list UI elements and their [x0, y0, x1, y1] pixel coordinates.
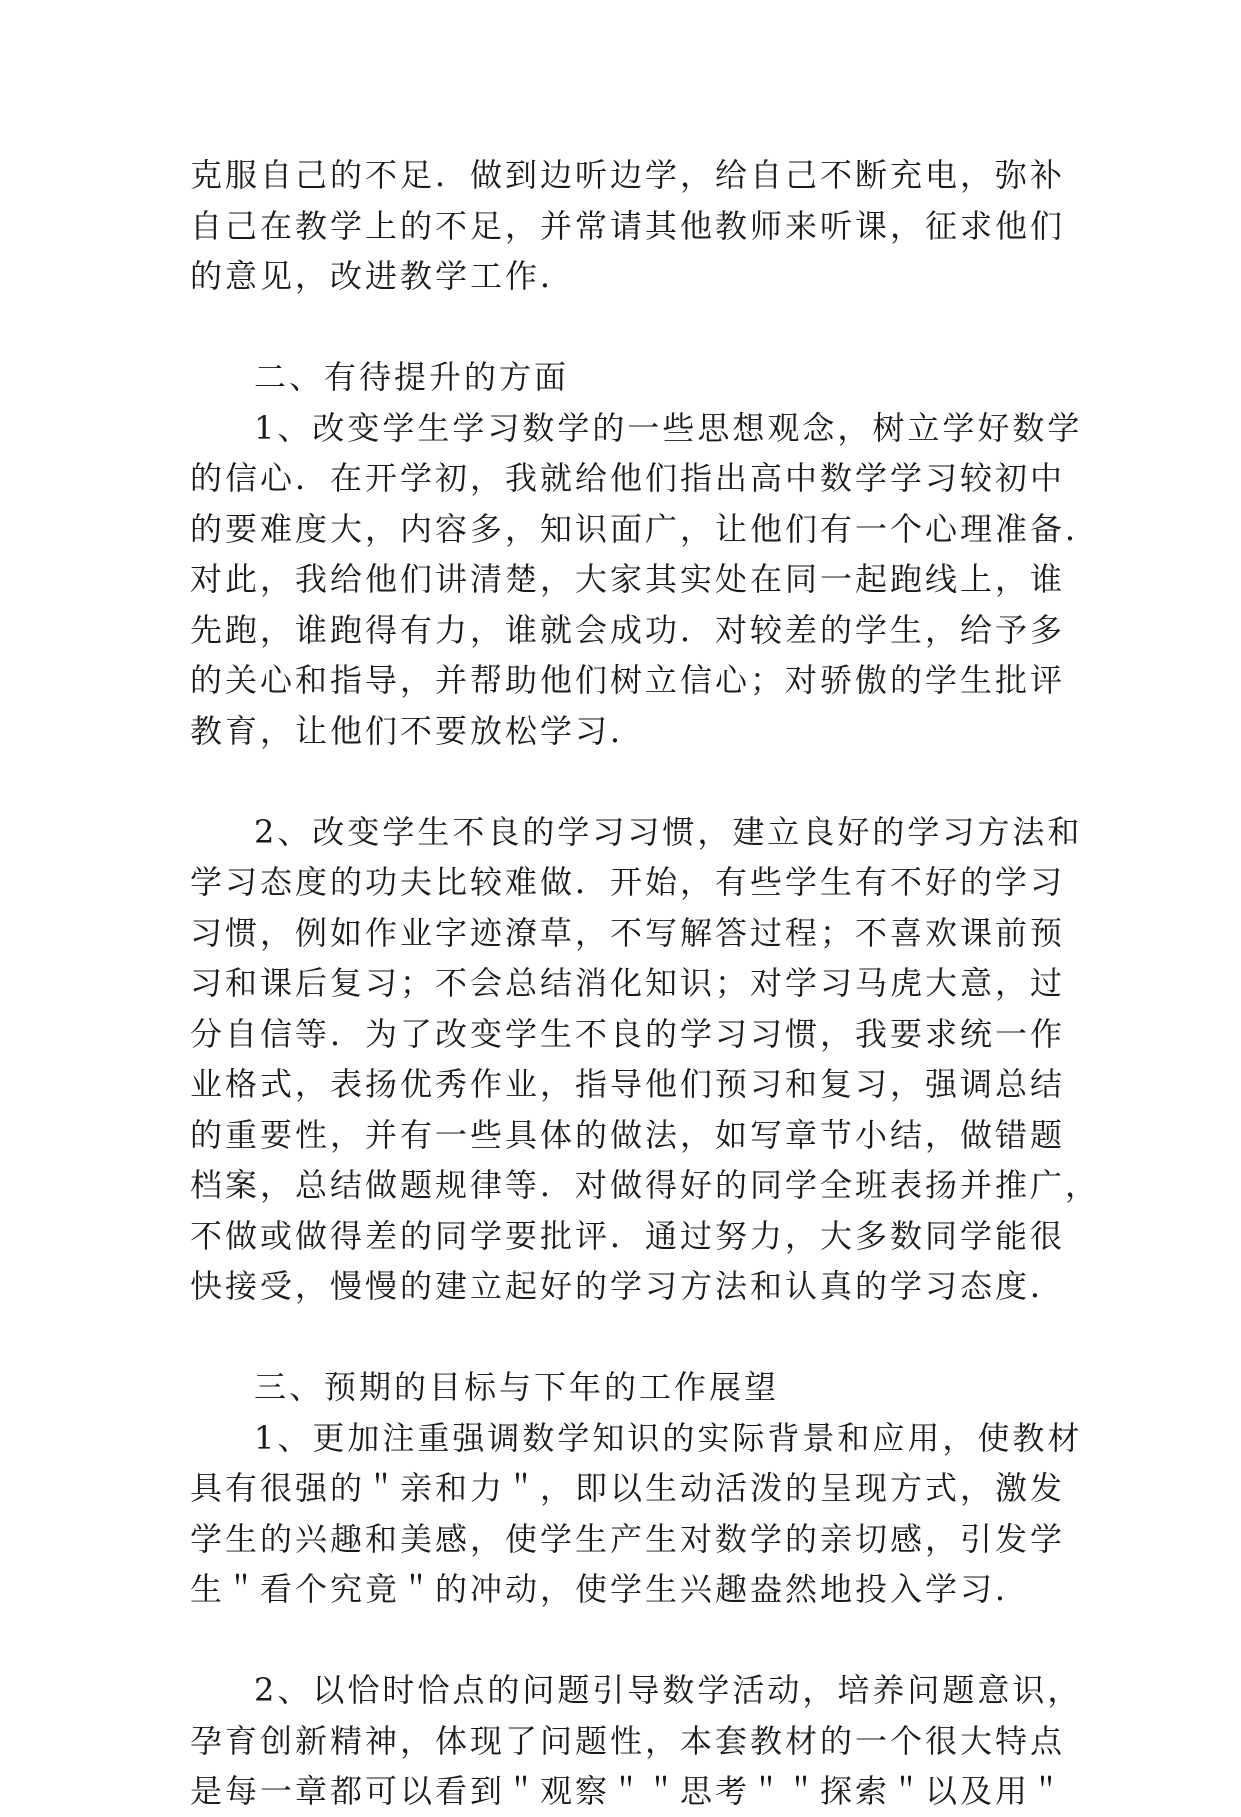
text-line: 的关心和指导，并帮助他们树立信心；对骄傲的学生批评 [190, 661, 1066, 699]
text-line: 对此，我给他们讲清楚，大家其实处在同一起跑线上，谁 [190, 560, 1066, 598]
text-line: 克服自己的不足．做到边听边学，给自己不断充电，弥补 [190, 156, 1066, 194]
text-line: 业格式，表扬优秀作业，指导他们预习和复习，强调总结 [190, 1065, 1066, 1103]
text-line: 具有很强的＂亲和力＂，即以生动活泼的呈现方式，激发 [190, 1469, 1066, 1507]
paragraph-first-line: 三、预期的目标与下年的工作展望 [254, 1368, 780, 1406]
paragraph-first-line: 1、改变学生学习数学的一些思想观念，树立学好数学 [254, 408, 1083, 447]
paragraph-first-line: 2、改变学生不良的学习习惯，建立良好的学习方法和 [254, 812, 1083, 851]
text-line: 快接受，慢慢的建立起好的学习方法和认真的学习态度． [190, 1267, 1066, 1305]
text-line: 习惯，例如作业字迹潦草，不写解答过程；不喜欢课前预 [190, 913, 1066, 952]
text-line: 生＂看个究竟＂的冲动，使学生兴趣盎然地投入学习． [190, 1570, 1031, 1608]
paragraph-gap [190, 1312, 1050, 1363]
text-line: 自己在教学上的不足，并常请其他教师来听课，征求他们 [190, 206, 1066, 245]
text-line: 学习态度的功夫比较难做．开始，有些学生有不好的学习 [190, 863, 1066, 901]
text-line: 学生的兴趣和美感，使学生产生对数学的亲切感，引发学 [190, 1519, 1066, 1558]
paragraph-gap [190, 756, 1050, 807]
paragraph-first-line: 二、有待提升的方面 [254, 358, 570, 396]
text-line: 档案，总结做题规律等．对做得好的同学全班表扬并推广， [190, 1166, 1101, 1204]
text-line: 的重要性，并有一些具体的做法，如写章节小结，做错题 [190, 1115, 1066, 1154]
document-body [190, 150, 1101, 1817]
paragraph-gap [190, 1615, 1050, 1666]
text-line: 是每一章都可以看到＂观察＂＂思考＂＂探索＂以及用＂ [190, 1772, 1066, 1810]
text-line: 习和课后复习；不会总结消化知识；对学习马虎大意，过 [190, 964, 1066, 1002]
text-line: 分自信等．为了改变学生不良的学习习惯，我要求统一作 [190, 1014, 1066, 1053]
text-line: 教育，让他们不要放松学习． [190, 711, 646, 750]
paragraph-first-line: 1、更加注重强调数学知识的实际背景和应用，使教材 [254, 1418, 1083, 1457]
text-line: 的意见，改进教学工作． [190, 257, 576, 295]
text-line: 孕育创新精神，体现了问题性，本套教材的一个很大特点 [190, 1721, 1066, 1760]
text-line: 先跑，谁跑得有力，谁就会成功．对较差的学生，给予多 [190, 610, 1066, 649]
paragraph-gap [190, 302, 1050, 353]
text-line: 的信心．在开学初，我就给他们指出高中数学学习较初中 [190, 459, 1066, 497]
text-line: 的要难度大，内容多，知识面广，让他们有一个心理准备． [190, 509, 1101, 548]
text-line: 不做或做得差的同学要批评．通过努力，大多数同学能很 [190, 1216, 1066, 1255]
paragraph-first-line: 2、以恰时恰点的问题引导数学活动，培养问题意识， [254, 1671, 1083, 1709]
